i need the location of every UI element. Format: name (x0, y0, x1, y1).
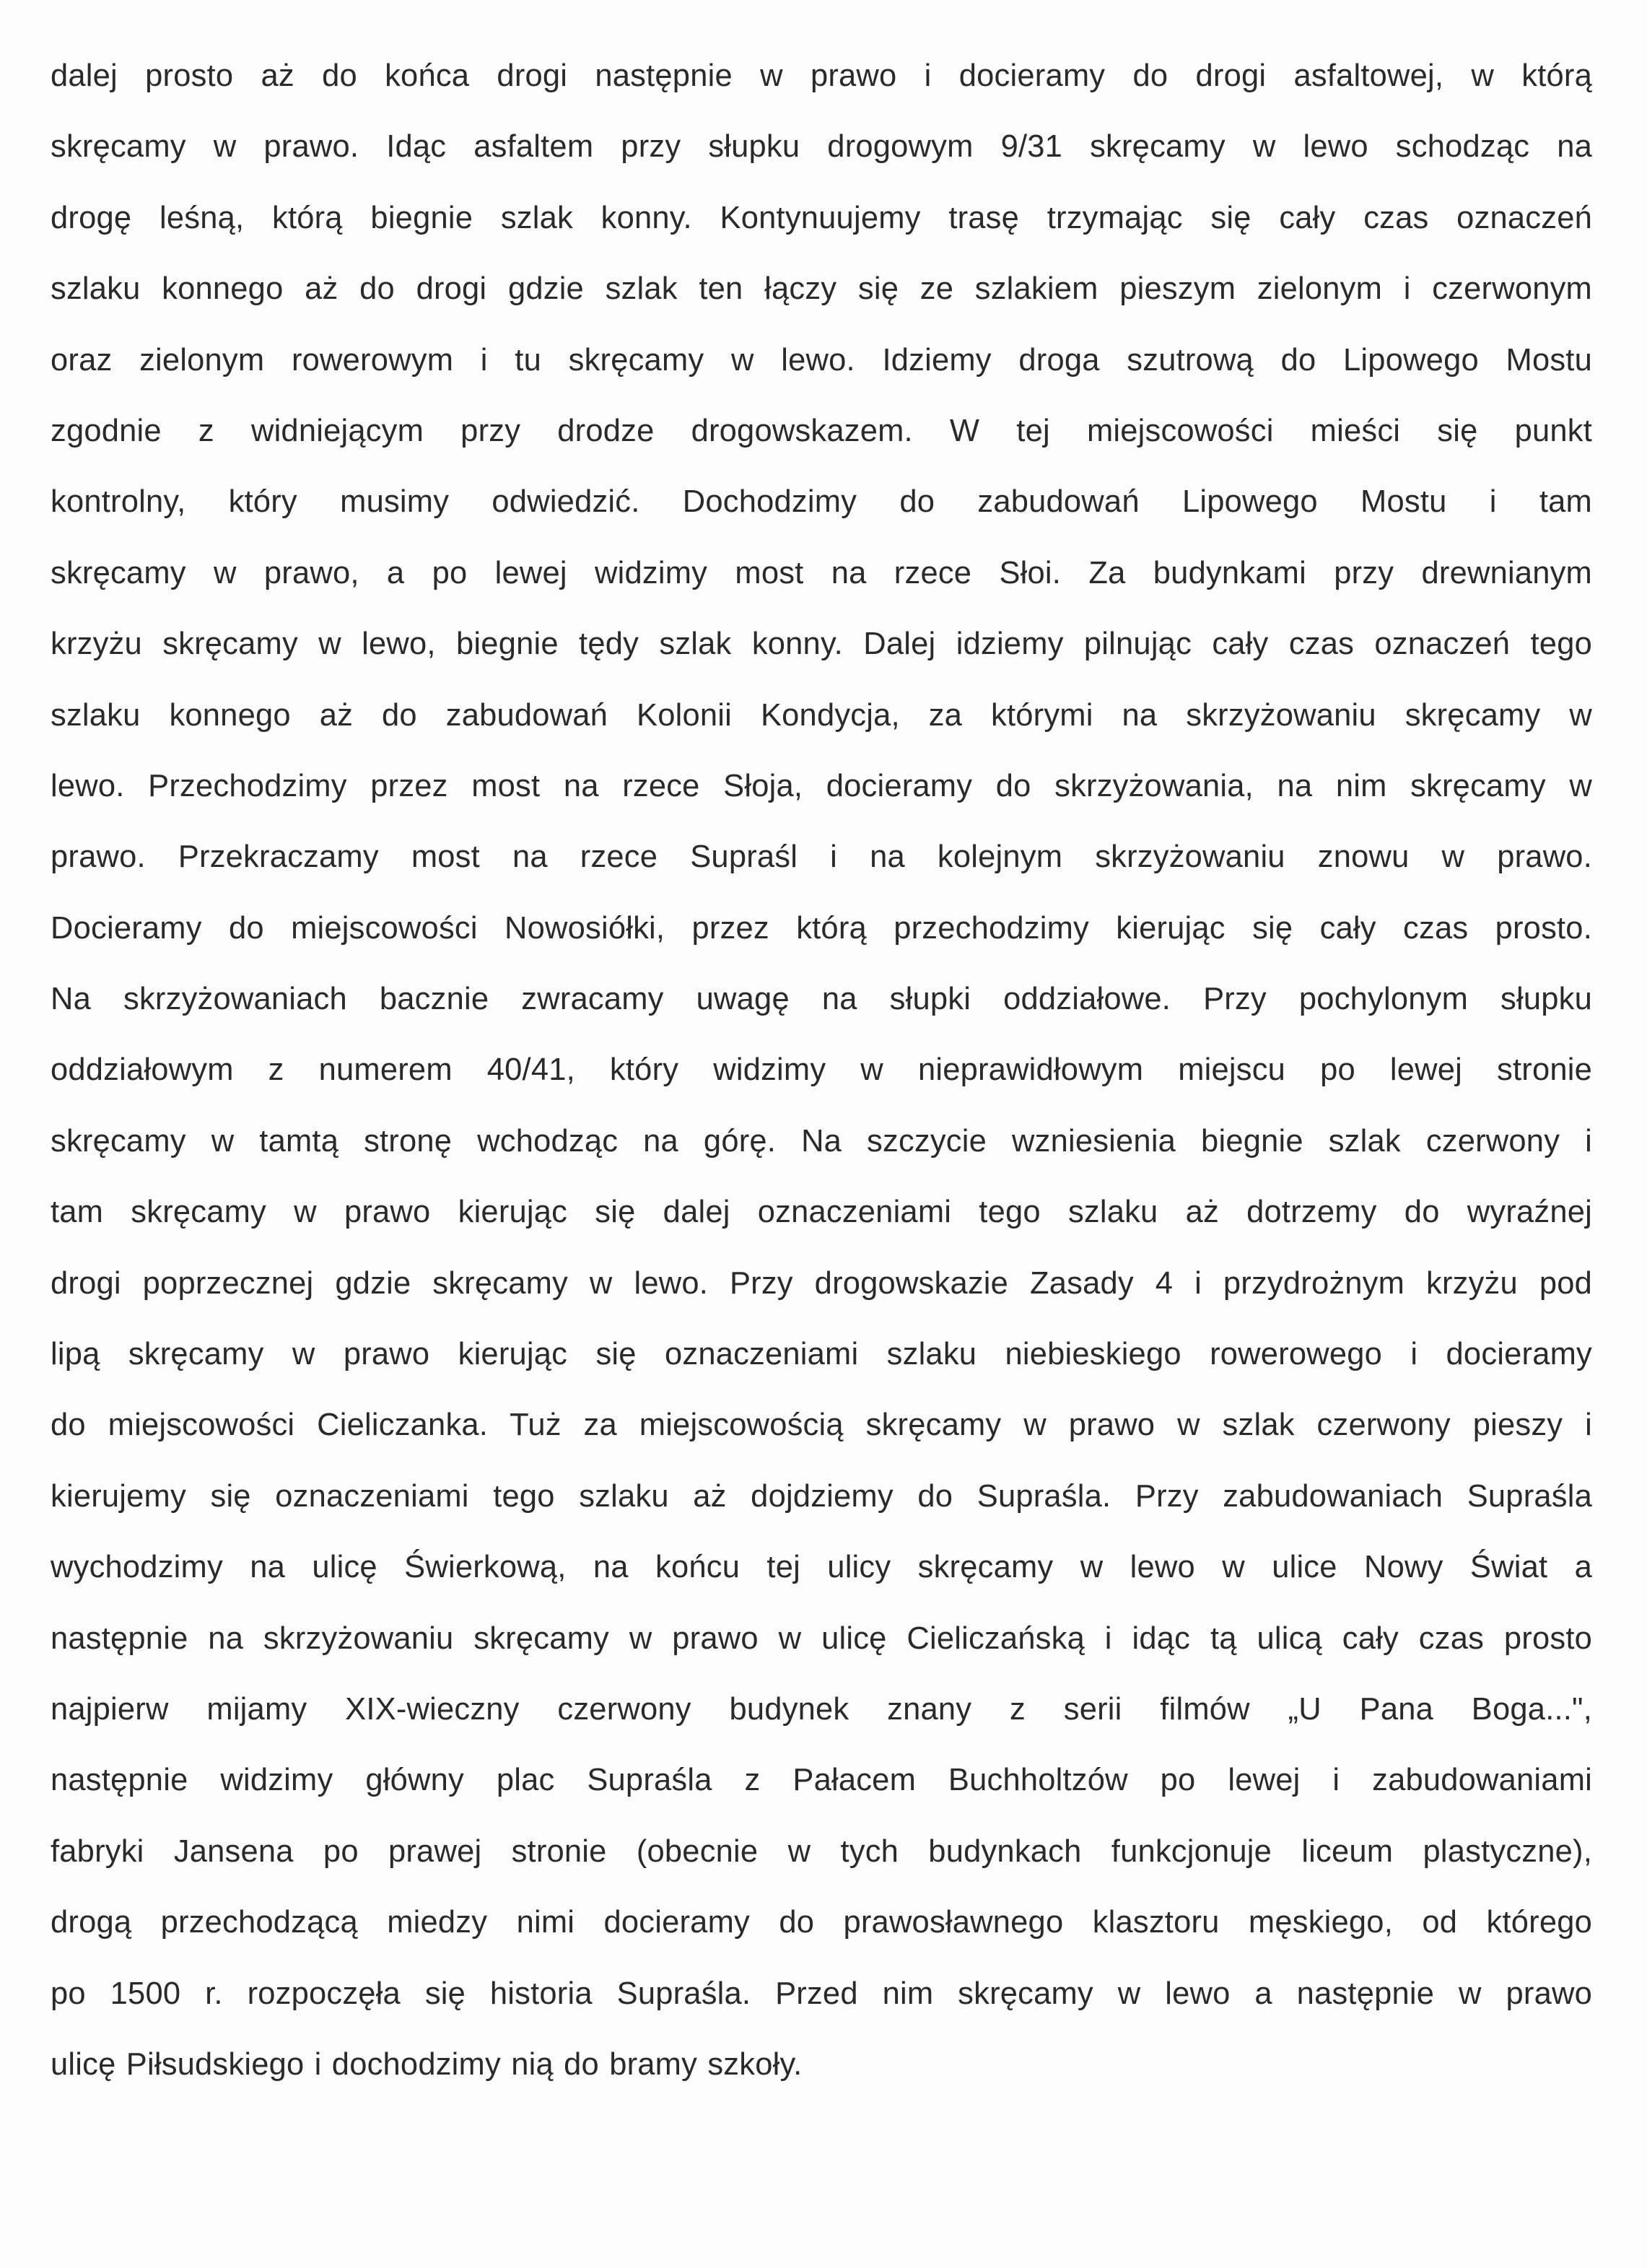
text-line: lewo. Przechodzimy przez most na rzece Słoja, docieramy do skrzyżowania, na nim skręcamy w (51, 768, 1592, 803)
route-description-text (51, 40, 1592, 2100)
text-line: skręcamy w prawo. Idąc asfaltem przy słupku drogowym 9/31 skręcamy w lewo schodząc na (51, 129, 1592, 165)
text-line: drogę leśną, którą biegnie szlak konny. Kontynuujemy trasę trzymając się cały czas oznaczeń (51, 200, 1592, 235)
text-line: szlaku konnego aż do zabudowań Kolonii Kondycja, za którymi na skrzyżowaniu skręcamy w (51, 697, 1592, 733)
text-line: oddziałowym z numerem 40/41, który widzimy w nieprawidłowym miejscu po lewej stronie (51, 1052, 1592, 1088)
text-line: zgodnie z widniejącym przy drodze drogowskazem. W tej miejscowości mieści się punkt (51, 413, 1592, 448)
text-line: dalej prosto aż do końca drogi następnie w prawo i docieramy do drogi asfaltowej, w którą (51, 58, 1592, 93)
text-line: Docieramy do miejscowości Nowosiółki, przez którą przechodzimy kierując się cały czas prosto. (51, 910, 1592, 946)
text-line: drogi poprzecznej gdzie skręcamy w lewo. Przy drogowskazie Zasady 4 i przydrożnym krzyżu pod (51, 1265, 1592, 1301)
text-line: do miejscowości Cieliczanka. Tuż za miejscowością skręcamy w prawo w szlak czerwony pieszy i (51, 1408, 1592, 1443)
text-line: drogą przechodzącą miedzy nimi docieramy do prawosławnego klasztoru męskiego, od którego (51, 1905, 1592, 1940)
text-line: prawo. Przekraczamy most na rzece Supraśl i na kolejnym skrzyżowaniu znowu w prawo. (51, 839, 1592, 875)
text-line: szlaku konnego aż do drogi gdzie szlak ten łączy się ze szlakiem pieszym zielonym i czerwonym (51, 271, 1592, 307)
text-line: Na skrzyżowaniach bacznie zwracamy uwagę na słupki oddziałowe. Przy pochylonym słupku (51, 982, 1592, 1017)
text-line: wychodzimy na ulicę Świerkową, na końcu tej ulicy skręcamy w lewo w ulice Nowy Świat a (51, 1550, 1592, 1585)
text-line: fabryki Jansena po prawej stronie (obecnie w tych budynkach funkcjonuje liceum plastyczne), (51, 1833, 1592, 1869)
text-line: skręcamy w tamtą stronę wchodząc na górę. Na szczycie wzniesienia biegnie szlak czerwony i (51, 1123, 1592, 1159)
text-line: najpierw mijamy XIX-wieczny czerwony budynek znany z serii filmów „U Pana Boga...", (51, 1691, 1592, 1727)
text-line: kierujemy się oznaczeniami tego szlaku aż dojdziemy do Supraśla. Przy zabudowaniach Supraśla (51, 1478, 1592, 1514)
text-line: tam skręcamy w prawo kierując się dalej oznaczeniami tego szlaku aż dotrzemy do wyraźnej (51, 1195, 1592, 1230)
text-line: lipą skręcamy w prawo kierując się oznaczeniami szlaku niebieskiego rowerowego i docieramy (51, 1337, 1592, 1372)
text-line: następnie na skrzyżowaniu skręcamy w prawo w ulicę Cieliczańską i idąc tą ulicą cały czas prosto (51, 1621, 1592, 1656)
text-line: oraz zielonym rowerowym i tu skręcamy w lewo. Idziemy droga szutrową do Lipowego Mostu (51, 342, 1592, 378)
text-line: po 1500 r. rozpoczęła się historia Supraśla. Przed nim skręcamy w lewo a następnie w prawo (51, 1976, 1592, 2011)
text-line: następnie widzimy główny plac Supraśla z Pałacem Buchholtzów po lewej i zabudowaniami (51, 1763, 1592, 1798)
text-line: kontrolny, który musimy odwiedzić. Dochodzimy do zabudowań Lipowego Mostu i tam (51, 484, 1592, 520)
text-line: skręcamy w prawo, a po lewej widzimy most na rzece Słoi. Za budynkami przy drewnianym (51, 555, 1592, 590)
text-line: krzyżu skręcamy w lewo, biegnie tędy szlak konny. Dalej idziemy pilnując cały czas oznaczeń tego (51, 627, 1592, 662)
text-line-last: ulicę Piłsudskiego i dochodzimy nią do bramy szkoły. (51, 2046, 803, 2082)
